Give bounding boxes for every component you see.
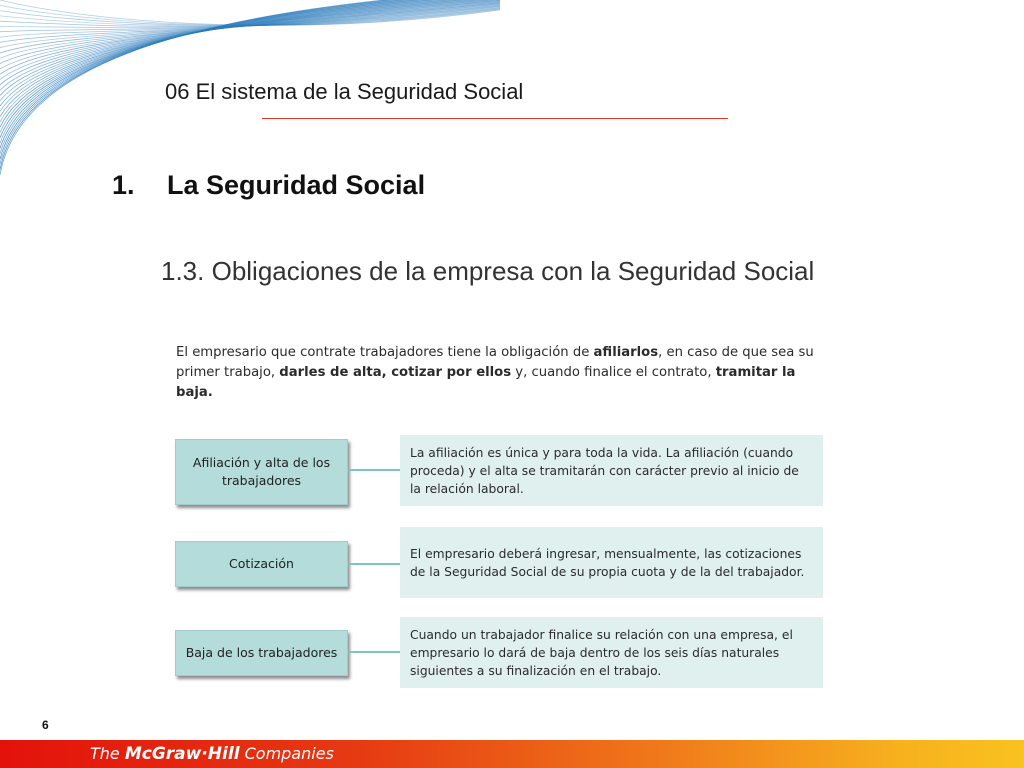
chapter-title: 06 El sistema de la Seguridad Social [165,79,524,104]
obligation-description-affiliation: La afiliación es única y para toda la vida. La afiliación (cuando proceda) y el alta se tramitarán con carácter previo al inicio de la relación laboral. [400,435,823,506]
section-number: 1. [112,170,135,200]
intro-bold-3: tramitar la baja. [176,365,796,400]
page-number: 6 [42,718,49,732]
intro-text-1: El empresario que contrate trabajadores tiene la obligación de [176,345,594,360]
intro-text-3: y, cuando finalice el contrato, [511,365,716,380]
section-title: La Seguridad Social [167,170,426,200]
chapter-underline [262,118,728,119]
logo-companies: Companies [239,744,334,763]
publisher-logo [90,744,334,764]
wave-line [0,4,500,53]
connector-line [348,469,400,471]
obligation-label-affiliation: Afiliación y alta de los trabajadores [175,439,348,505]
subsection-title: 1.3. Obligaciones de la empresa con la Seguridad Social [161,256,815,286]
intro-text-2: , en caso de que sea su primer trabajo, [176,345,814,380]
logo-brand: McGraw·Hill [124,744,240,764]
logo-the: The [90,744,125,763]
connector-line [348,563,400,565]
intro-bold-1: afiliarlos [593,345,659,360]
obligation-description-contribution: El empresario deberá ingresar, mensualmente, las cotizaciones de la Seguridad Social de su propia cuota y de la del trabajador. [400,527,823,598]
intro-paragraph [176,343,836,403]
connector-line [348,651,400,653]
obligation-description-termination: Cuando un trabajador finalice su relación con una empresa, el empresario lo dará de baja dentro de los seis días naturales siguientes a su finalización en el trabajo. [400,617,823,688]
obligation-label-contribution: Cotización [175,541,348,587]
intro-bold-2: darles de alta, cotizar por ellos [279,365,512,380]
obligation-label-termination: Baja de los trabajadores [175,630,348,676]
